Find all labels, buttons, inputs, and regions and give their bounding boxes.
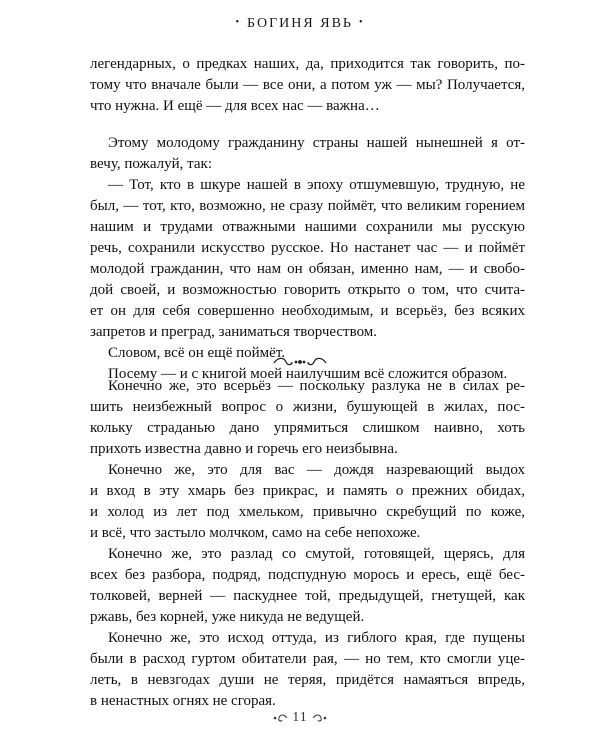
flourish-ornament-icon [270,354,330,370]
folio-left-flourish-icon [272,712,288,724]
page-number: 11 [292,710,308,725]
text-line: легендарных, о предках наших, да, приходится так говорить, по- [90,56,525,72]
text-line: Посему — и с книгой моей наилучшим всё сложится образом. [108,366,508,382]
paragraph-block-2 [90,133,525,385]
running-head-right-ornament: • [358,17,365,28]
text-line: и всё, что застыло молчком, само на себе непохоже. [90,525,421,541]
text-line: нашим и трудами отважными нашими сохранили мы русскую [90,219,525,235]
text-line: Этому молодому гражданину страны нашей нынешней я от- [108,135,525,151]
text-line: молодой гражданин, что нам он обязан, именно нам, — и свобо- [90,261,525,277]
paragraph-block-1 [90,54,525,117]
text-line: речь, сохранили искусство русское. Но настанет час — и поймёт [90,240,525,256]
text-line: всех без разбора, подряд, подспудную морось и ересь, ещё бес- [90,567,525,583]
text-line: кольку страданью дано упрямиться слишком наивно, хоть [90,420,525,436]
text-line: Конечно же, это всерьёз — поскольку разлука не в силах ре- [108,378,525,394]
text-line: дой своей, и возможностью говорить открыто о том, что счита- [90,282,525,298]
text-line: толковей, верней — паскуднее той, предыдущей, гнетущей, как [90,588,525,604]
text-line: прихоть известна давно и горечь его неизбывна. [90,441,398,457]
running-head [0,16,600,32]
text-line: вечу, пожалуй, так: [90,156,212,172]
text-line: — Тот, кто в шкуре нашей в эпоху отшумевшую, трудную, не [108,177,525,193]
text-line: был, — тот, кто, возможно, не сразу поймёт, что великим горением [90,198,525,214]
text-line: и холод из лет под хмельком, привычно скребущий по коже, [90,504,525,520]
text-line: ржавь, без корней, уже никуда не ведущей. [90,609,365,625]
text-line: Конечно же, это разлад со смутой, готовящей, щерясь, для [108,546,525,562]
section-divider-ornament [0,354,600,374]
running-head-left-ornament: • [235,17,242,28]
text-line: и вход в эту хмарь без прикрас, и память о прежних обидах, [90,483,525,499]
folio-right-flourish-icon [312,712,328,724]
text-line: были в расход гуртом обитатели рая, — но тем, кто смогли уце- [90,651,525,667]
text-line: запретов и преград, заниматься творчеством. [90,324,378,340]
text-line: леть, в невзгодах души не теряя, придётся намаяться впредь, [90,672,525,688]
text-line: тому что вначале были — все они, а потом уж — мы? Получается, [90,77,525,93]
text-line: в ненастных огнях не сгорая. [90,693,276,709]
paragraph-block-3 [90,376,525,712]
text-line: ет он для себя совершенно необходимым, и всерьёз, без всяких [90,303,525,319]
text-line: Словом, всё он ещё поймёт. [108,345,286,361]
page-folio [0,710,600,730]
text-line: Конечно же, это для вас — дождя назревающий выдох [108,462,525,478]
running-head-title: БОГИНЯ ЯВЬ [247,16,353,31]
text-line: что нужна. И ещё — для всех нас — важна… [90,98,380,114]
text-line: Конечно же, это исход оттуда, из гиблого края, где пущены [108,630,525,646]
text-line: шить неизбежный вопрос о жизни, бушующей в жилах, пос- [90,399,525,415]
